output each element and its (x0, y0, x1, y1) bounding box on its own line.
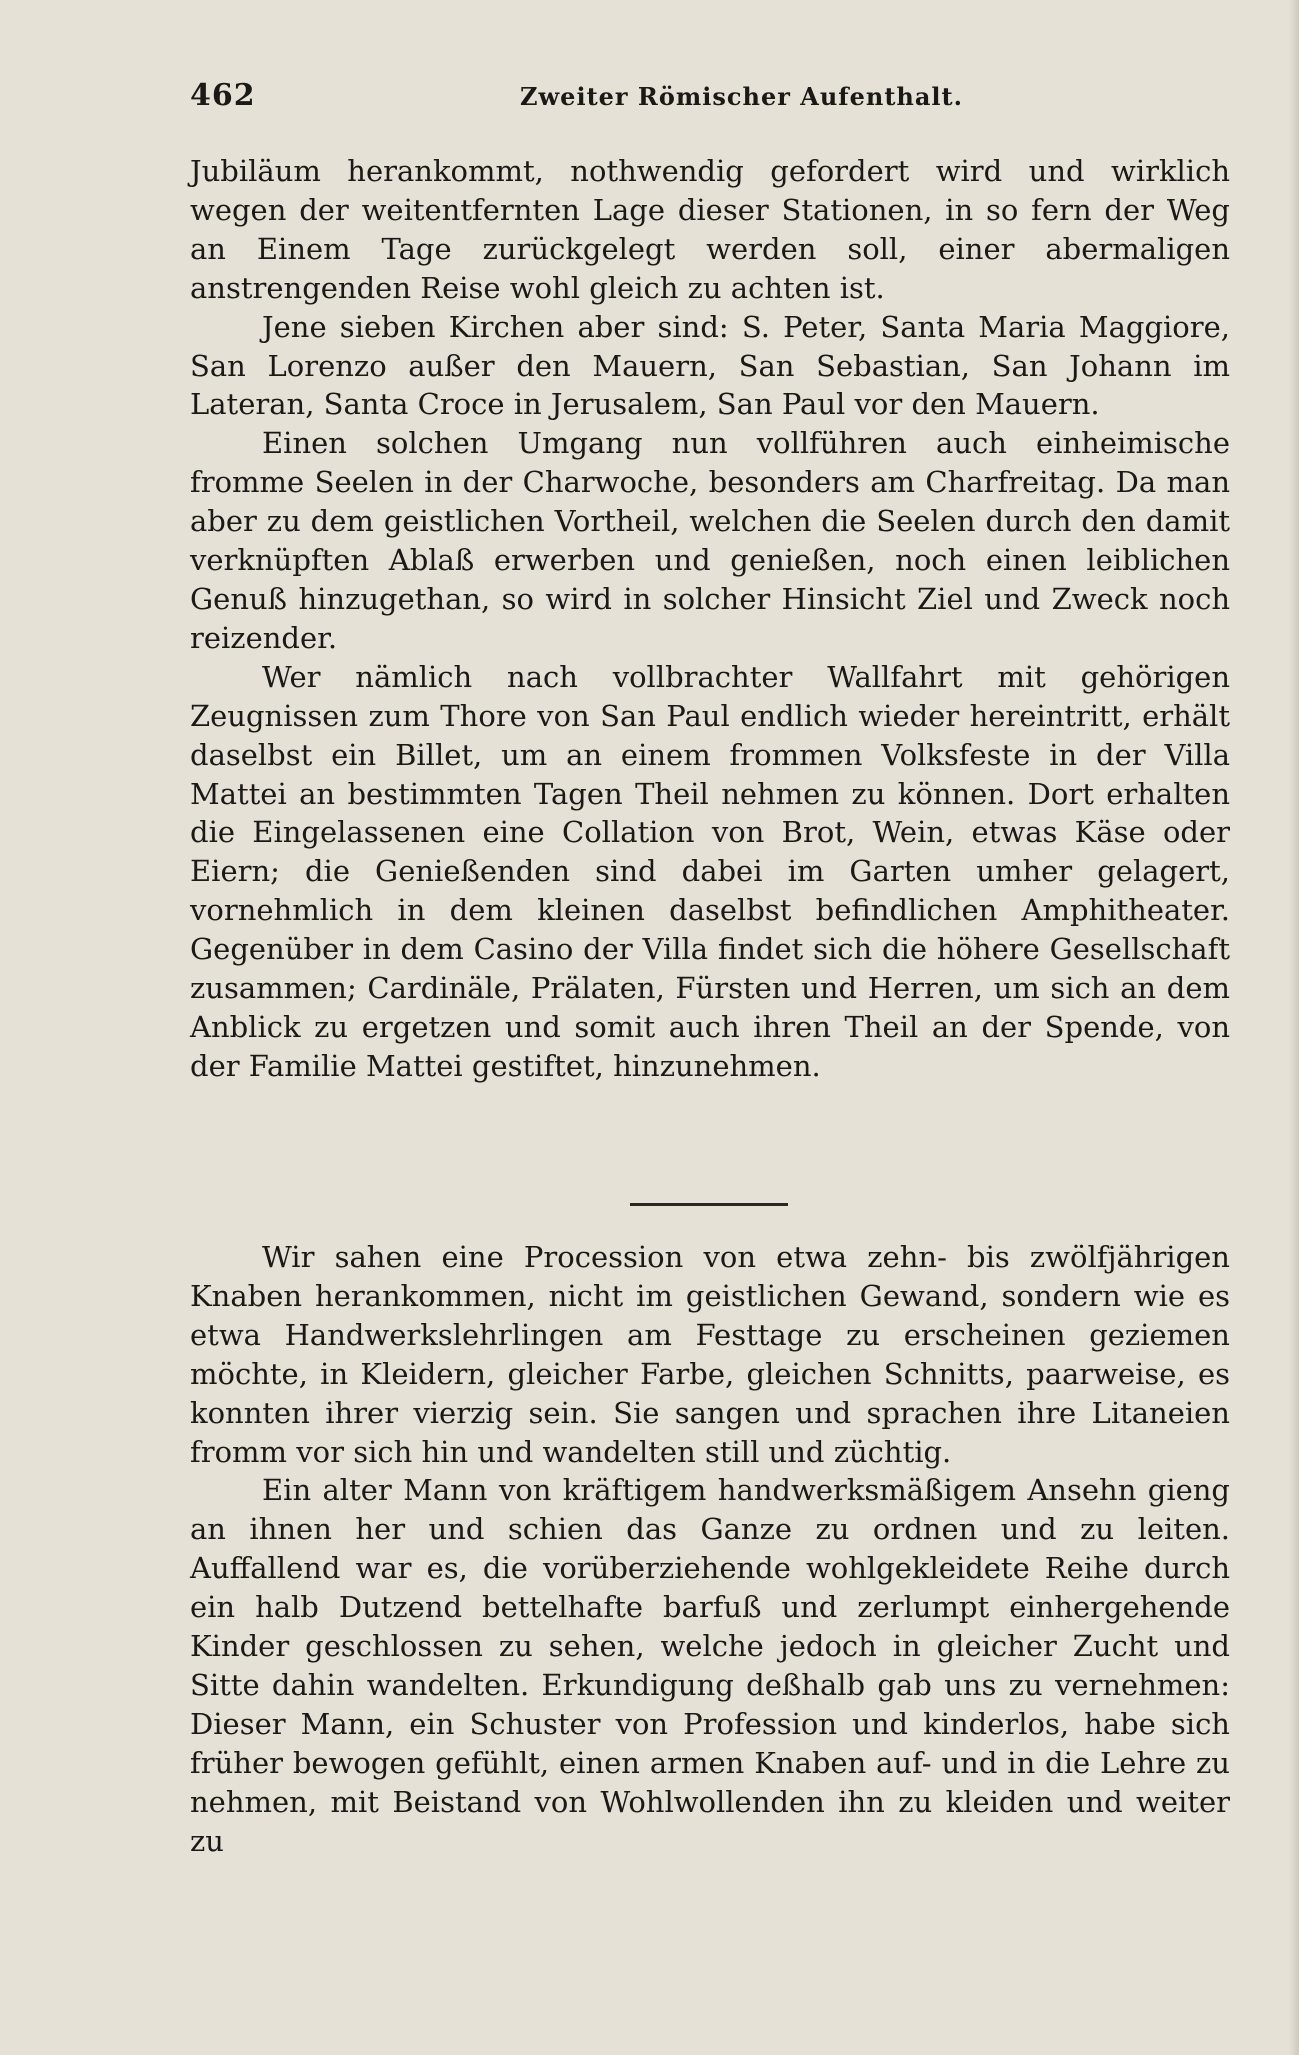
paragraph: Wer nämlich nach vollbrachter Wallfahrt mit gehörigen Zeugnissen zum Thore von San Paul endlich wieder hereintritt, erhält daselbst ein Billet, um an einem frommen Volksfeste in der Villa Mattei an bestimmten Tagen Theil nehmen zu können. Dort erhalten die Eingelassenen eine Collation von Brot, Wein, etwas Käse oder Eiern; die Genießenden sind dabei im Garten umher gelagert, vornehmlich in dem kleinen daselbst befindlichen Amphitheater. Gegenüber in dem Casino der Villa findet sich die höhere Gesellschaft zusammen; Cardinäle, Prälaten, Fürsten und Herren, um sich an dem Anblick zu ergetzen und somit auch ihren Theil an der Spende, von der Familie Mattei gestiftet, hinzunehmen. (190, 659, 1230, 1083)
section-divider (630, 1203, 788, 1206)
page-number: 462 (190, 78, 256, 113)
paragraph: Jene sieben Kirchen aber sind: S. Peter, Santa Maria Maggiore, San Lorenzo außer den Mauern, San Sebastian, San Johann im Lateran, Santa Croce in Jerusalem, San Paul vor den Mauern. (190, 309, 1230, 422)
paragraph: Jubiläum herankommt, nothwendig gefordert wird und wirklich wegen der weitentfernten Lage dieser Stationen, in so fern der Weg an Einem Tage zurückgelegt werden soll, einer abermaligen anstrengenden Reise wohl gleich zu achten ist. (190, 154, 1230, 305)
running-title: Zweiter Römischer Aufenthalt. (520, 82, 963, 111)
text-section-1 (190, 152, 1230, 1086)
paragraph: Einen solchen Umgang nun vollführen auch einheimische fromme Seelen in der Charwoche, besonders am Charfreitag. Da man aber zu dem geistlichen Vortheil, welchen die Seelen durch den damit verknüpften Ablaß erwerben und genießen, noch einen leiblichen Genuß hinzugethan, so wird in solcher Hinsicht Ziel und Zweck noch reizender. (190, 426, 1230, 655)
paragraph: Ein alter Mann von kräftigem handwerksmäßigem Ansehn gieng an ihnen her und schien das Ganze zu ordnen und zu leiten. Auffallend war es, die vorüberziehende wohlgekleidete Reihe durch ein halb Dutzend bettelhafte barfuß und zerlumpt einhergehende Kinder geschlossen zu sehen, welche jedoch in gleicher Zucht und Sitte dahin wandelten. Erkundigung deßhalb gab uns zu vernehmen: Dieser Mann, ein Schuster von Profession und kinderlos, habe sich früher bewogen gefühlt, einen armen Knaben auf- und in die Lehre zu nehmen, mit Beistand von Wohlwollenden ihn zu kleiden und weiter zu (190, 1473, 1230, 1858)
page-edge-shadow (1289, 0, 1299, 2055)
text-section-2 (190, 1238, 1230, 1861)
paragraph: Wir sahen eine Procession von etwa zehn- bis zwölfjährigen Knaben herankommen, nicht im geistlichen Gewand, sondern wie es etwa Handwerkslehrlingen am Festtage zu erscheinen geziemen möchte, in Kleidern, gleicher Farbe, gleichen Schnitts, paarweise, es konnten ihrer vierzig sein. Sie sangen und sprachen ihre Litaneien fromm vor sich hin und wandelten still und züchtig. (190, 1240, 1230, 1469)
page-header (190, 78, 1230, 128)
